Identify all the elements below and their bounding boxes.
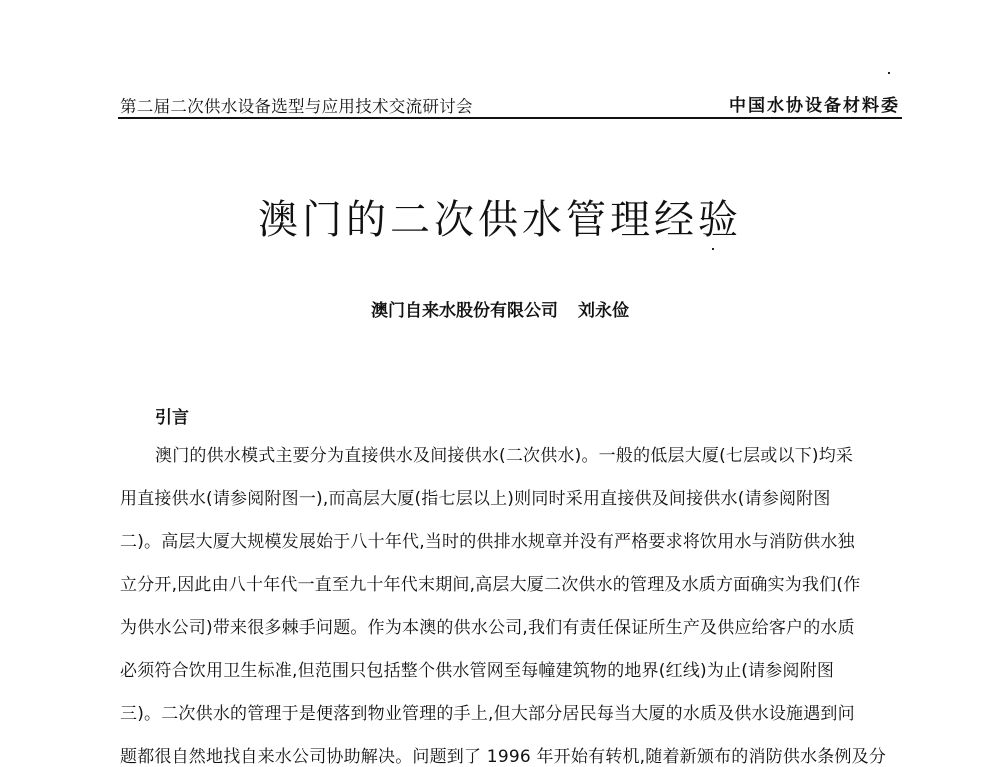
paragraph-line: 必须符合饮用卫生标准,但范围只包括整个供水管网至每幢建筑物的地界(红线)为止(请参阅附图 xyxy=(120,661,835,681)
paragraph-line: 澳门的供水模式主要分为直接供水及间接供水(二次供水)。一般的低层大厦(七层或以下)均采 xyxy=(155,446,854,466)
header-conference-title: 第二届二次供水设备选型与应用技术交流研讨会 xyxy=(120,97,473,116)
byline-organization: 澳门自来水股份有限公司 xyxy=(371,301,558,321)
header-rule xyxy=(118,117,902,119)
byline xyxy=(0,296,1000,321)
scan-speck xyxy=(712,248,714,250)
document-title: 澳门的二次供水管理经验 xyxy=(258,197,742,243)
paragraph-line: 题都很自然地找自来水公司协助解决。问题到了 1996 年开始有转机,随着新颁布的消防供水条例及分 xyxy=(120,747,887,767)
paragraph-line: 立分开,因此由八十年代一直至九十年代末期间,高层大厦二次供水的管理及水质方面确实为我们(作 xyxy=(120,575,861,595)
paragraph-line: 二)。高层大厦大规模发展始于八十年代,当时的供排水规章并没有严格要求将饮用水与消防供水独 xyxy=(120,532,855,552)
section-heading: 引言 xyxy=(155,408,189,428)
paragraph-line: 用直接供水(请参阅附图一),而高层大厦(指七层以上)则同时采用直接供及间接供水(请参阅附图 xyxy=(120,489,831,509)
paragraph-line: 三)。二次供水的管理于是便落到物业管理的手上,但大部分居民每当大厦的水质及供水设施遇到问 xyxy=(120,704,855,724)
byline-author: 刘永俭 xyxy=(578,301,629,321)
header-committee-name: 中国水协设备材料委 xyxy=(729,96,900,116)
paragraph-line: 为供水公司)带来很多棘手问题。作为本澳的供水公司,我们有责任保证所生产及供应给客户的水质 xyxy=(120,618,855,638)
scan-speck xyxy=(888,72,890,74)
